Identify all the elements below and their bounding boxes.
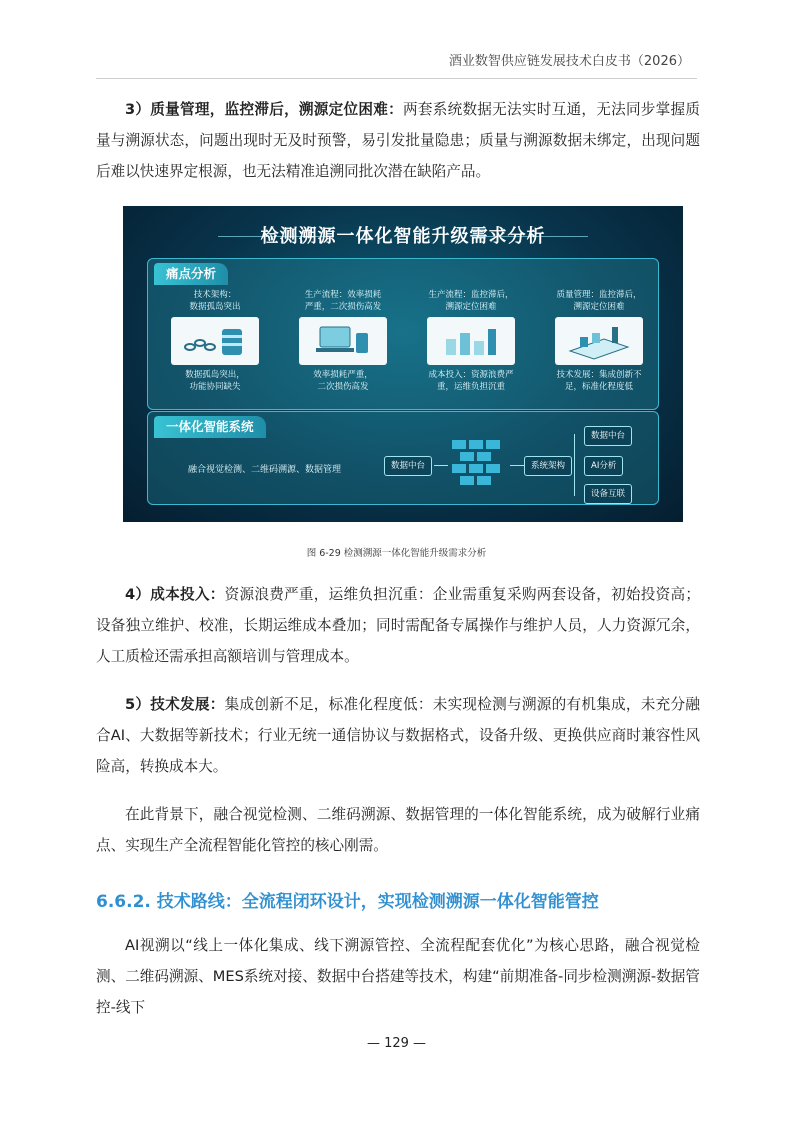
paragraph-body: 集成创新不足，标准化程度低：未实现检测与溯源的有机集成，未充分融合AI、大数据等新技术；行业无统一通信协议与数据格式，设备升级、更换供应商时兼容性风险高，转换成本大。 [96, 696, 700, 775]
pain-item-title: 技术架构： 数据孤岛突出 [189, 290, 241, 312]
page-header-title: 酒业数智供应链发展技术白皮书（2026） [448, 54, 690, 69]
pain-item-detail: 技术发展：集成创新不 足，标准化程度低 [556, 370, 642, 392]
connector [510, 465, 524, 466]
paragraph-body: 资源浪费严重，运维负担沉重：企业需重复采购两套设备，初始投资高；设备独立维护、校准，长期运维成本叠加；同时需配备专属操作与维护人员，人力资源冗余，人工质检还需承担高额培训与管理成本。 [96, 586, 700, 665]
factory-line-icon [427, 317, 515, 365]
figure-caption: 图 6-29 检测溯源一体化智能升级需求分析 [306, 548, 487, 559]
paragraph-lead: 5）技术发展： [125, 696, 225, 713]
system-panel-label: 一体化智能系统 [154, 416, 266, 438]
connector [574, 434, 575, 496]
pain-item-title: 生产流程：监控滞后， 溯源定位困难 [428, 290, 514, 312]
data-center-node: 数据中台 [384, 456, 432, 476]
page-number: — 129 — [366, 1036, 427, 1051]
pain-item-title: 质量管理：监控滞后， 溯源定位困难 [556, 290, 642, 312]
conveyor-scanner-icon [555, 317, 643, 365]
pain-item-title: 生产流程：效率损耗 严重，二次损伤高发 [304, 290, 382, 312]
integrated-system-panel [147, 411, 659, 505]
connector [434, 465, 448, 466]
pain-item-technology [540, 289, 658, 393]
system-architecture-node: 系统架构 [524, 456, 572, 476]
output-data-center: 数据中台 [584, 426, 632, 446]
pain-item-cost [412, 289, 530, 393]
chain-database-icon [171, 317, 259, 365]
pain-item-architecture [156, 289, 274, 393]
paragraph-body: AI视溯以“线上一体化集成、线下溯源管控、全流程配套优化”为核心思路，融合视觉检测、二维码溯源、MES系统对接、数据中台搭建等技术，构建“前期准备-同步检测溯源-数据管控-线下 [96, 937, 700, 1016]
paragraph-lead: 4）成本投入： [125, 586, 225, 603]
output-device-interconnect: 设备互联 [584, 484, 632, 504]
pain-item-detail: 数据孤岛突出， 功能协同缺失 [185, 370, 245, 392]
paragraph-lead: 3）质量管理，监控滞后，溯源定位困难： [125, 101, 403, 118]
block-stack-icon [448, 438, 508, 494]
figure-title: 检测溯源一体化智能升级需求分析 [260, 226, 546, 247]
pain-analysis-panel [147, 258, 659, 410]
paragraph-quality-management [96, 94, 700, 187]
header-divider [96, 78, 697, 79]
section-heading: 6.6.2. 技术路线：全流程闭环设计，实现检测溯源一体化智能管控 [96, 892, 599, 912]
paragraph-cost-input [96, 579, 700, 672]
paragraph-background [96, 799, 700, 861]
monitor-laptop-icon [299, 317, 387, 365]
output-ai-analysis: AI分析 [584, 456, 623, 476]
pain-item-efficiency [284, 289, 402, 393]
system-description: 融合视觉检测、二维码溯源、数据管理 [188, 465, 342, 475]
pain-item-detail: 效率损耗严重， 二次损伤高发 [313, 370, 373, 392]
paragraph-tech-development [96, 689, 700, 782]
figure-upgrade-needs [123, 206, 683, 522]
pain-panel-label: 痛点分析 [154, 263, 228, 285]
paragraph-body: 在此背景下，融合视觉检测、二维码溯源、数据管理的一体化智能系统，成为破解行业痛点、实现生产全流程智能化管控的核心刚需。 [96, 806, 700, 854]
paragraph-body: 两套系统数据无法实时互通，无法同步掌握质量与溯源状态，问题出现时无及时预警，易引发批量隐患；质量与溯源数据未绑定，出现问题后难以快速界定根源，也无法精准追溯同批次潜在缺陷产品。 [96, 101, 700, 180]
pain-item-detail: 成本投入：资源浪费严 重，运维负担沉重 [428, 370, 514, 392]
paragraph-technical-route [96, 930, 700, 1023]
